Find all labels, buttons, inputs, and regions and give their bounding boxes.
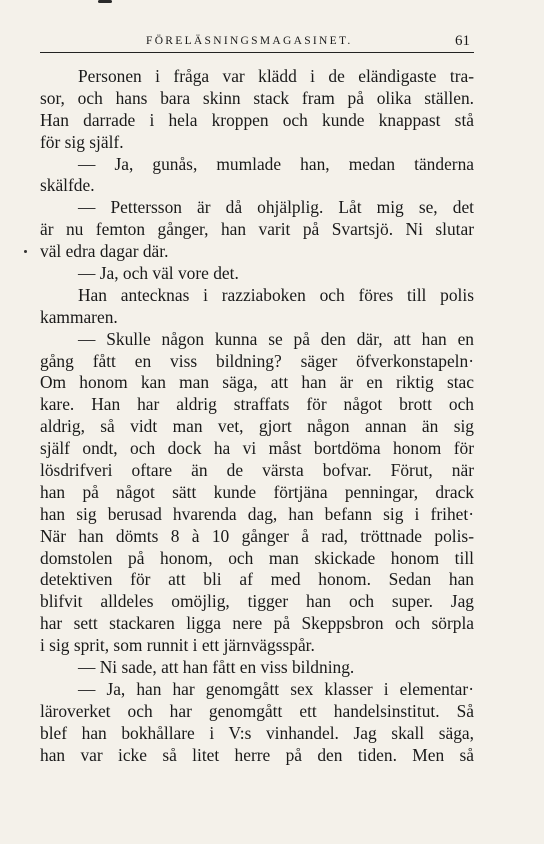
text-line: aldrig, så vidt man vet, gjort någon annan än sig [40,416,474,437]
text-line: själf ondt, och dock ha vi måst bortdöma honom för [40,438,474,459]
text-line: skälfde. [40,175,95,196]
page-number: 61 [455,33,470,49]
header-rule [40,52,474,53]
text-line: Han antecknas i razziaboken och föres till polis [78,284,474,305]
text-line: blifvit alldeles omöjlig, tigger han och super. Jag [40,591,474,612]
text-line: domstolen på honom, och man skickade honom till [40,547,474,568]
text-line: — Ni sade, att han fått en viss bildning. [78,657,355,678]
text-line: — Ja, och väl vore det. [78,263,239,284]
ink-mark [98,0,112,3]
text-line: blef han bokhållare i V:s vinhandel. Jag skall säga, [40,722,474,743]
text-line: kammaren. [40,306,118,327]
text-line: han på något sätt kunde förtjäna penningar, drack [40,481,474,502]
text-line: Om honom kan man säga, att han är en riktig stac [40,372,474,393]
text-line: har sett stackaren ligga nere på Skeppsbron och sörpla [40,613,474,634]
text-line: — Pettersson är då ohjälplig. Låt mig se, det [78,197,474,218]
text-line: väl edra dagar där. [40,241,169,262]
text-line: Personen i fråga var klädd i de eländigaste tra- [78,66,474,86]
margin-speck [24,250,27,253]
text-line: är nu femton gånger, han varit på Svartsjö. Ni slutar [40,219,474,240]
text-line: han sig berusad hvarenda dag, han befann sig i frihet· [40,503,474,524]
text-line: — Skulle någon kunna se på den där, att han en [78,328,474,349]
body-text [40,66,474,767]
text-line: för sig själf. [40,131,124,152]
text-line: detektiven för att bli af med honom. Sedan han [40,569,474,590]
text-line: kare. Han har aldrig straffats för något brott och [40,394,474,415]
text-line: När han dömts 8 à 10 gånger å rad, tröttnade polis- [40,525,474,546]
text-line: — Ja, han har genomgått sex klasser i elementar· [78,678,474,699]
text-line: sor, och hans bara skinn stack fram på olika ställen. [40,87,474,108]
text-line: lösdrifveri oftare än de värsta bofvar. Förut, när [40,460,474,481]
text-line: han var icke så litet herre på den tiden. Men så [40,744,474,765]
text-line: Han darrade i hela kroppen och kunde knappast stå [40,109,474,130]
text-line: i sig sprit, som runnit i ett järnvägsspår. [40,635,315,656]
running-head: FÖRELÄSNINGSMAGASINET. [146,35,353,47]
text-line: — Ja, gunås, mumlade han, medan tänderna [78,153,474,174]
text-line: läroverket och har genomgått ett handelsinstitut. Så [40,700,474,721]
text-line: gång fått en viss bildning? säger öfverkonstapeln· [40,350,474,371]
